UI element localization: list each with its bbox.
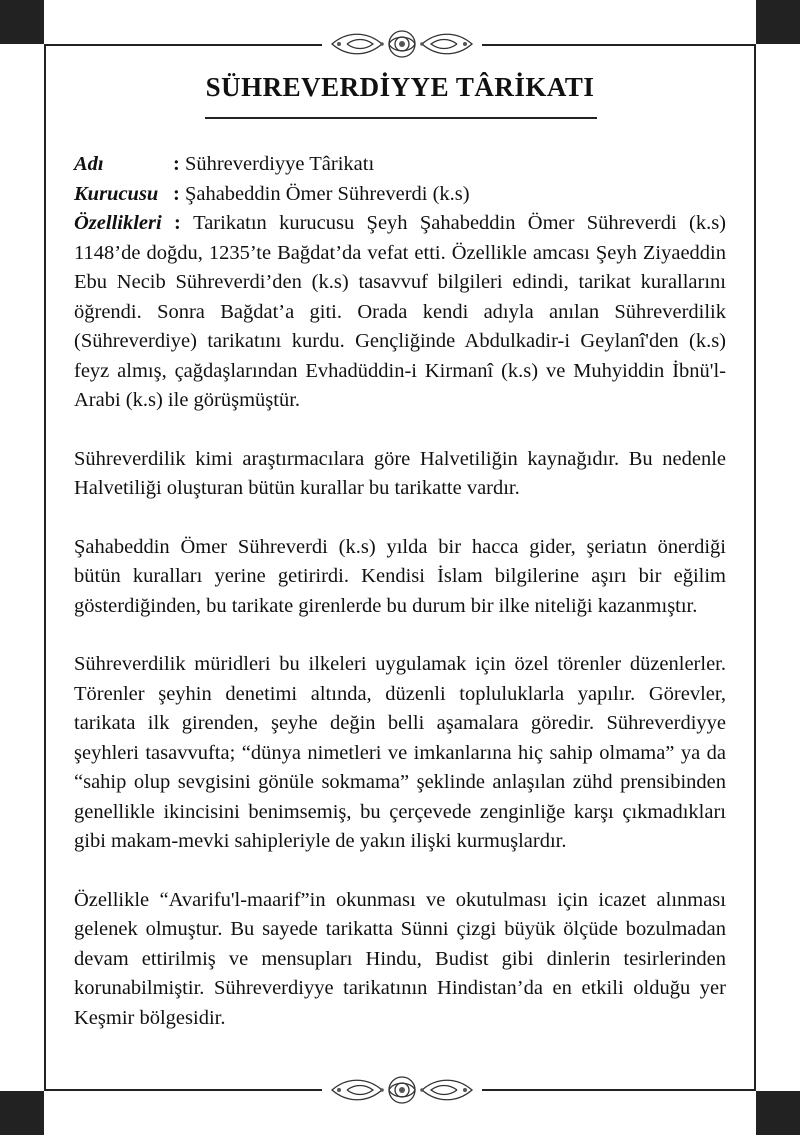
meta-founder-row — [74, 180, 726, 210]
features-text: Tarikatın kurucusu Şeyh Şahabeddin Ömer Sühreverdi (k.s) 1148’de doğdu, 1235’te Bağdat’da vefat etti. Özellikle amcası Şeyh Ziyaeddin Ebu Necib Sühreverdi’den (k.s) tasavvuf bilgileri edindi, tarikat kurallarını öğrendi. Sonra Bağdat’a giti. Orada kendi adıyla anılan Sühreverdilik (Sühreverdiye) tarikatını kurdu. Gençliğinde Abdulkadir-i Geylanî'den (k.s) feyz almış, çağdaşlarından Evhadüddin-i Kirmanî (k.s) ve Muhyiddin İbnü'l-Arabi (k.s) ile görüşmüştür. — [74, 212, 726, 411]
floral-ornament-icon — [322, 1072, 482, 1108]
name-value: Sühreverdiyye Târikatı — [184, 153, 375, 175]
title-underline — [205, 117, 597, 119]
corner-block-top-right — [756, 0, 800, 44]
colon: : — [173, 182, 185, 205]
founder-value: Şahabeddin Ömer Sühreverdi (k.s) — [184, 182, 470, 205]
features-label: Özellikleri — [74, 212, 162, 234]
document-body — [74, 150, 726, 1062]
colon: : — [173, 153, 185, 175]
corner-block-bottom-left — [0, 1091, 44, 1135]
page-title: SÜHREVERDİYYE TÂRİKATI — [205, 72, 595, 102]
features-paragraph — [74, 209, 726, 416]
meta-name-row — [74, 150, 726, 180]
colon: : — [161, 212, 194, 234]
body-paragraph-4: Özellikle “Avarifu'l-maarif”in okunması ve okutulması için icazet alınması gelenek olmuştur. Bu sayede tarikatta Sünni çizgi büyük ölçüde bozulmadan devam ettirilmiş ve mensupları Hindu, Budist gibi dinlerin tesirlerinden korunabilmiştir. Sühreverdiyye tarikatının Hindistan’da en etkili olduğu yer Keşmir bölgesidir. — [74, 888, 726, 1029]
corner-block-bottom-right — [756, 1091, 800, 1135]
corner-block-top-left — [0, 0, 44, 44]
floral-ornament-icon — [322, 26, 482, 62]
body-paragraph-2: Şahabeddin Ömer Sühreverdi (k.s) yılda bir hacca gider, şeriatın önerdiği bütün kuralları yerine getirirdi. Kendisi İslam bilgilerine aşırı bir eğilim gösterdiğinden, bu tarikate girenlerde bu durum bir ilke niteliği kazanmıştır. — [74, 535, 726, 617]
name-label: Adı — [74, 153, 104, 175]
founder-label: Kurucusu — [74, 182, 159, 205]
body-paragraph-1: Sühreverdilik kimi araştırmacılara göre Halvetiliğin kaynağıdır. Bu nedenle Halvetiliği oluşturan bütün kurallar bu tarikatte vardır. — [74, 447, 726, 499]
body-paragraph-3: Sühreverdilik müridleri bu ilkeleri uygulamak için özel törenler düzenlerler. Törenler şeyhin denetimi altında, düzenli topluluklarla yapılır. Görevler, tarikata ilk girenden, şeyhe değin belli aşamalara göredir. Sühreverdiyye şeyhleri tasavvufta; “dünya nimetleri ve imkanlarına hiç sahip olmama” ya da “sahip olup sevgisini gönüle sokmama” şeklinde anlaşılan zühd prensibinden genellikle ikincisini benimsemiş, bu çerçevede zenginliğe karşı çıkmadıkları gibi makam-mevki sahipleriyle de yakın ilişki kurmuşlardır. — [74, 653, 726, 852]
